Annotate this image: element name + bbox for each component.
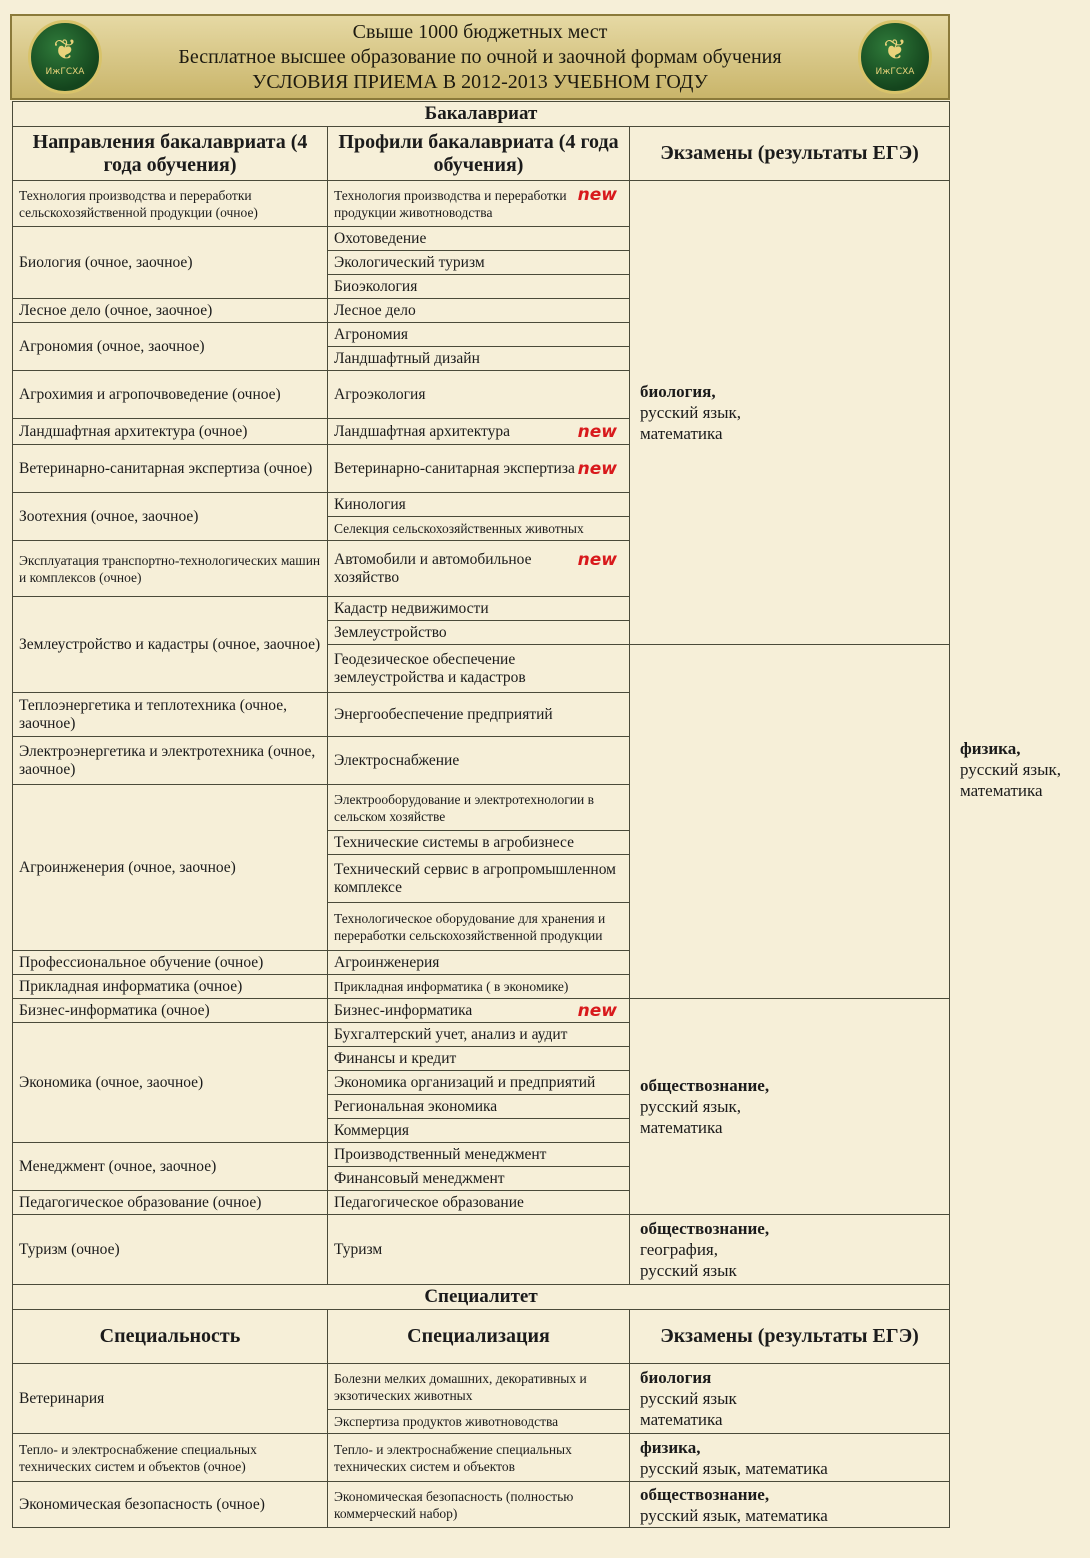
table-row [13,999,950,1023]
profile-cell: Педагогическое образование [328,1191,630,1215]
exam-rest: русский язык, математика [640,1505,828,1525]
logo-abbreviation: ИжГСХА [875,67,915,77]
profile-text: Бизнес-информатика [334,1001,473,1019]
col-directions-header: Направления бакалавриата (4 года обучения) [13,127,328,181]
exams-cell-biology [630,181,950,645]
table-row [13,181,950,227]
profile-cell [328,999,630,1023]
direction-cell: Прикладная информатика (очное) [13,975,328,999]
profile-cell [328,419,630,445]
academy-logo-right [858,20,932,94]
profile-cell: Электроснабжение [328,737,630,785]
specialization-cell: Экспертиза продуктов животноводства [328,1410,630,1434]
wheat-icon: ❦ [53,35,77,66]
direction-cell: Туризм (очное) [13,1215,328,1285]
specialty-cell: Тепло- и электроснабжение специальных технических систем и объектов (очное) [13,1434,328,1482]
profile-cell [328,445,630,493]
profile-cell: Агрономия [328,323,630,347]
profile-cell: Электрооборудование и электротехнологии в сельском хозяйстве [328,785,630,831]
specialization-cell: Тепло- и электроснабжение специальных технических систем и объектов [328,1434,630,1482]
profile-text: Технология производства и переработки продукции животноводства [334,187,567,220]
profile-cell: Бухгалтерский учет, анализ и аудит [328,1023,630,1047]
direction-cell: Педагогическое образование (очное) [13,1191,328,1215]
table-row [13,737,950,785]
admission-table [12,101,1062,1528]
profile-cell: Финансы и кредит [328,1047,630,1071]
exam-rest: русский язык, математика [640,403,742,443]
exams-cell [630,1482,950,1528]
profile-cell: Финансовый менеджмент [328,1167,630,1191]
profile-cell: Геодезическое обеспечение землеустройства и кадастров [328,645,630,693]
profile-cell: Кадастр недвижимости [328,597,630,621]
specialist-header-row [13,1310,950,1364]
profile-cell: Региональная экономика [328,1095,630,1119]
exam-rest: русский язык, математика [640,1097,742,1137]
bachelor-header-row [13,127,950,181]
direction-cell: Агрономия (очное, заочное) [13,323,328,371]
exams-cell-tourism [630,1215,950,1285]
profile-cell: Охотоведение [328,227,630,251]
specialty-cell: Экономическая безопасность (очное) [13,1482,328,1528]
table-row [13,975,950,999]
direction-cell: Биология (очное, заочное) [13,227,328,299]
profile-cell: Технологическое оборудование для хранения и переработки сельскохозяйственной продукции [328,903,630,951]
direction-cell: Зоотехния (очное, заочное) [13,493,328,541]
table-row [13,693,950,737]
exam-rest: русский язык математика [640,1389,737,1429]
direction-cell: Ветеринарно-санитарная экспертиза (очное) [13,445,328,493]
header-line-3: УСЛОВИЯ ПРИЕМА В 2012-2013 УЧЕБНОМ ГОДУ [252,71,708,93]
profile-cell: Экологический туризм [328,251,630,275]
page-header [10,14,950,100]
profile-cell: Селекция сельскохозяйственных животных [328,517,630,541]
exam-main: обществознание, [640,1076,770,1095]
profile-text: Автомобили и автомобильное хозяйство [334,550,532,586]
col-exams-header: Экзамены (результаты ЕГЭ) [630,1310,950,1364]
profile-cell: Прикладная информатика ( в экономике) [328,975,630,999]
direction-cell: Менеджмент (очное, заочное) [13,1143,328,1191]
table-row [13,951,950,975]
header-text [112,20,848,95]
direction-cell: Агроинженерия (очное, заочное) [13,785,328,951]
specialization-cell: Болезни мелких домашних, декоративных и экзотических животных [328,1364,630,1410]
exams-cell-social [630,999,950,1215]
profile-cell: Агроинженерия [328,951,630,975]
profile-cell: Биоэкология [328,275,630,299]
direction-cell: Бизнес-информатика (очное) [13,999,328,1023]
profile-cell: Лесное дело [328,299,630,323]
direction-cell: Электроэнергетика и электротехника (очное, заочное) [13,737,328,785]
profile-text: Ветеринарно-санитарная экспертиза [334,459,575,477]
exam-rest: русский язык, математика [960,760,1062,800]
exam-main: биология, [640,382,716,401]
direction-cell: Агрохимия и агропочвоведение (очное) [13,371,328,419]
profile-cell: Туризм [328,1215,630,1285]
direction-cell: Землеустройство и кадастры (очное, заочное) [13,597,328,693]
table-row [13,1364,950,1410]
new-badge: new [577,549,617,570]
table-row [13,1434,950,1482]
profile-cell: Технические системы в агробизнесе [328,831,630,855]
header-line-2: Бесплатное высшее образование по очной и заочной формам обучения [178,46,782,68]
exam-main: биология [640,1368,712,1387]
exam-rest: русский язык, математика [640,1458,828,1478]
exams-cell [630,1364,950,1434]
direction-cell: Профессиональное обучение (очное) [13,951,328,975]
specialization-cell: Экономическая безопасность (полностью коммерческий набор) [328,1482,630,1528]
logo-abbreviation: ИжГСХА [45,67,85,77]
profile-cell: Экономика организаций и предприятий [328,1071,630,1095]
profile-cell: Землеустройство [328,621,630,645]
new-badge: new [577,458,617,479]
direction-cell: Экономика (очное, заочное) [13,1023,328,1143]
profile-cell: Ландшафтный дизайн [328,347,630,371]
exam-main: обществознание, [640,1219,770,1238]
exams-cell [630,1434,950,1482]
profile-cell: Кинология [328,493,630,517]
table-row [13,1215,950,1285]
col-profiles-header: Профили бакалавриата (4 года обучения) [328,127,630,181]
profile-cell: Энергообеспечение предприятий [328,693,630,737]
new-badge: new [577,184,617,205]
table-row [13,1482,950,1528]
exam-rest: география, русский язык [640,1240,737,1280]
header-line-1: Свыше 1000 бюджетных мест [352,21,608,43]
profile-cell: Производственный менеджмент [328,1143,630,1167]
table-row: Эксплуатация транспортно-технологических машин и комплексов (очное) new Автомобили и автомобильное хозяйство физика, русский язык, математика [13,541,950,597]
bachelor-title: Бакалавриат [13,102,950,127]
direction-cell: Теплоэнергетика и теплотехника (очное, заочное) [13,693,328,737]
direction-cell: Технология производства и переработки сельскохозяйственной продукции (очное) [13,181,328,227]
col-exams-header: Экзамены (результаты ЕГЭ) [630,127,950,181]
col-specialization-header: Специализация [328,1310,630,1364]
exam-main: обществознание, [640,1484,770,1504]
col-specialty-header: Специальность [13,1310,328,1364]
profile-cell [328,181,630,227]
exam-main: физика, [640,1437,701,1457]
table-row [13,785,950,831]
new-badge: new [577,421,617,442]
new-badge: new [577,1000,617,1021]
bachelor-band-row [13,102,950,127]
academy-logo-left [28,20,102,94]
direction-cell: Лесное дело (очное, заочное) [13,299,328,323]
profile-cell [328,541,630,597]
profile-cell: Агроэкология [328,371,630,419]
specialist-title: Специалитет [13,1285,950,1310]
direction-cell: Эксплуатация транспортно-технологических машин и комплексов (очное) [13,541,328,597]
specialist-band-row [13,1285,950,1310]
profile-text: Ландшафтная архитектура [334,422,510,440]
specialty-cell: Ветеринария [13,1364,328,1434]
wheat-icon: ❦ [883,35,907,66]
profile-cell: Коммерция [328,1119,630,1143]
direction-cell: Ландшафтная архитектура (очное) [13,419,328,445]
profile-cell: Технический сервис в агропромышленном комплексе [328,855,630,903]
